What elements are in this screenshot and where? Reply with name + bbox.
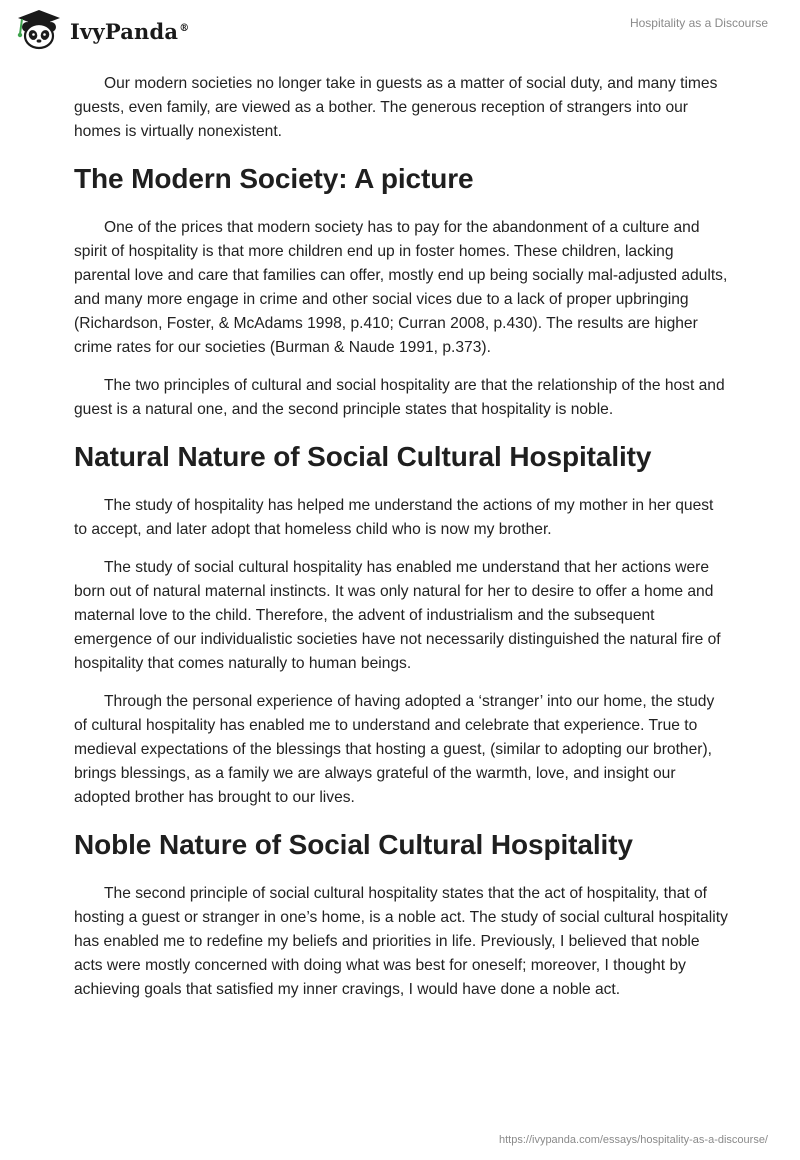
section-heading-modern-society: The Modern Society: A picture xyxy=(74,163,474,194)
brand-name-text: IvyPanda xyxy=(70,18,179,44)
intro-paragraph: Our modern societies no longer take in guests as a matter of social duty, and many times guests, even family, are viewed as a bother. The generous reception of strangers into our homes is virtually nonexistent. xyxy=(74,75,718,140)
panda-graduate-icon xyxy=(14,8,64,52)
paragraph: One of the prices that modern society has to pay for the abandonment of a culture and spirit of hospitality is that more children end up in foster homes. These children, lacking parental love and care that families can offer, mostly end up being socially mal-adjusted adults, and many more engage in crime and other social vices due to a lack of proper upbringing (Richardson, Foster, & McAdams 1998, p.410; Curran 2008, p.430). The results are higher crime rates for our societies (Burman & Naude 1991, p.373). xyxy=(74,219,728,356)
paragraph: Through the personal experience of having adopted a ‘stranger’ into our home, the study of cultural hospitality has enabled me to understand and celebrate that experience. True to medieval expectations of the blessings that hosting a guest, (similar to adopting our brother), brings blessings, as a family we are always grateful of the warmth, love, and insight our adopted brother has brought to our lives. xyxy=(74,693,715,806)
section-heading-natural-nature: Natural Nature of Social Cultural Hospitality xyxy=(74,441,652,472)
section-heading-noble-nature: Noble Nature of Social Cultural Hospitality xyxy=(74,829,633,860)
paragraph: The two principles of cultural and social hospitality are that the relationship of the host and guest is a natural one, and the second principle states that hospitality is noble. xyxy=(74,377,725,418)
ivypanda-logo[interactable] xyxy=(14,8,189,52)
page-header xyxy=(0,0,800,60)
source-url-link[interactable]: https://ivypanda.com/essays/hospitality-as-a-discourse/ xyxy=(498,1134,768,1146)
registered-mark: ® xyxy=(179,22,190,34)
running-title: Hospitality as a Discourse xyxy=(629,16,768,30)
paragraph: The second principle of social cultural hospitality states that the act of hospitality, that of hosting a guest or stranger in one’s home, is a noble act. The study of social cultural hospitality has enabled me to redefine my beliefs and priorities in life. Previously, I believed that noble acts were mostly concerned with doing what was best for oneself; moreover, I thought by achieving goals that satisfied my inner cravings, I would have done a noble act. xyxy=(74,885,728,998)
essay-content xyxy=(74,72,728,1016)
paragraph: The study of social cultural hospitality has enabled me understand that her actions were born out of natural maternal instincts. It was only natural for her to desire to offer a home and maternal love to the child. Therefore, the advent of industrialism and the subsequent emergence of our individualistic societies have not necessarily distinguished the natural fire of hospitality that comes naturally to human beings. xyxy=(74,559,721,672)
brand-name xyxy=(70,19,189,44)
paragraph: The study of hospitality has helped me understand the actions of my mother in her quest to accept, and later adopt that homeless child who is now my brother. xyxy=(74,497,714,538)
